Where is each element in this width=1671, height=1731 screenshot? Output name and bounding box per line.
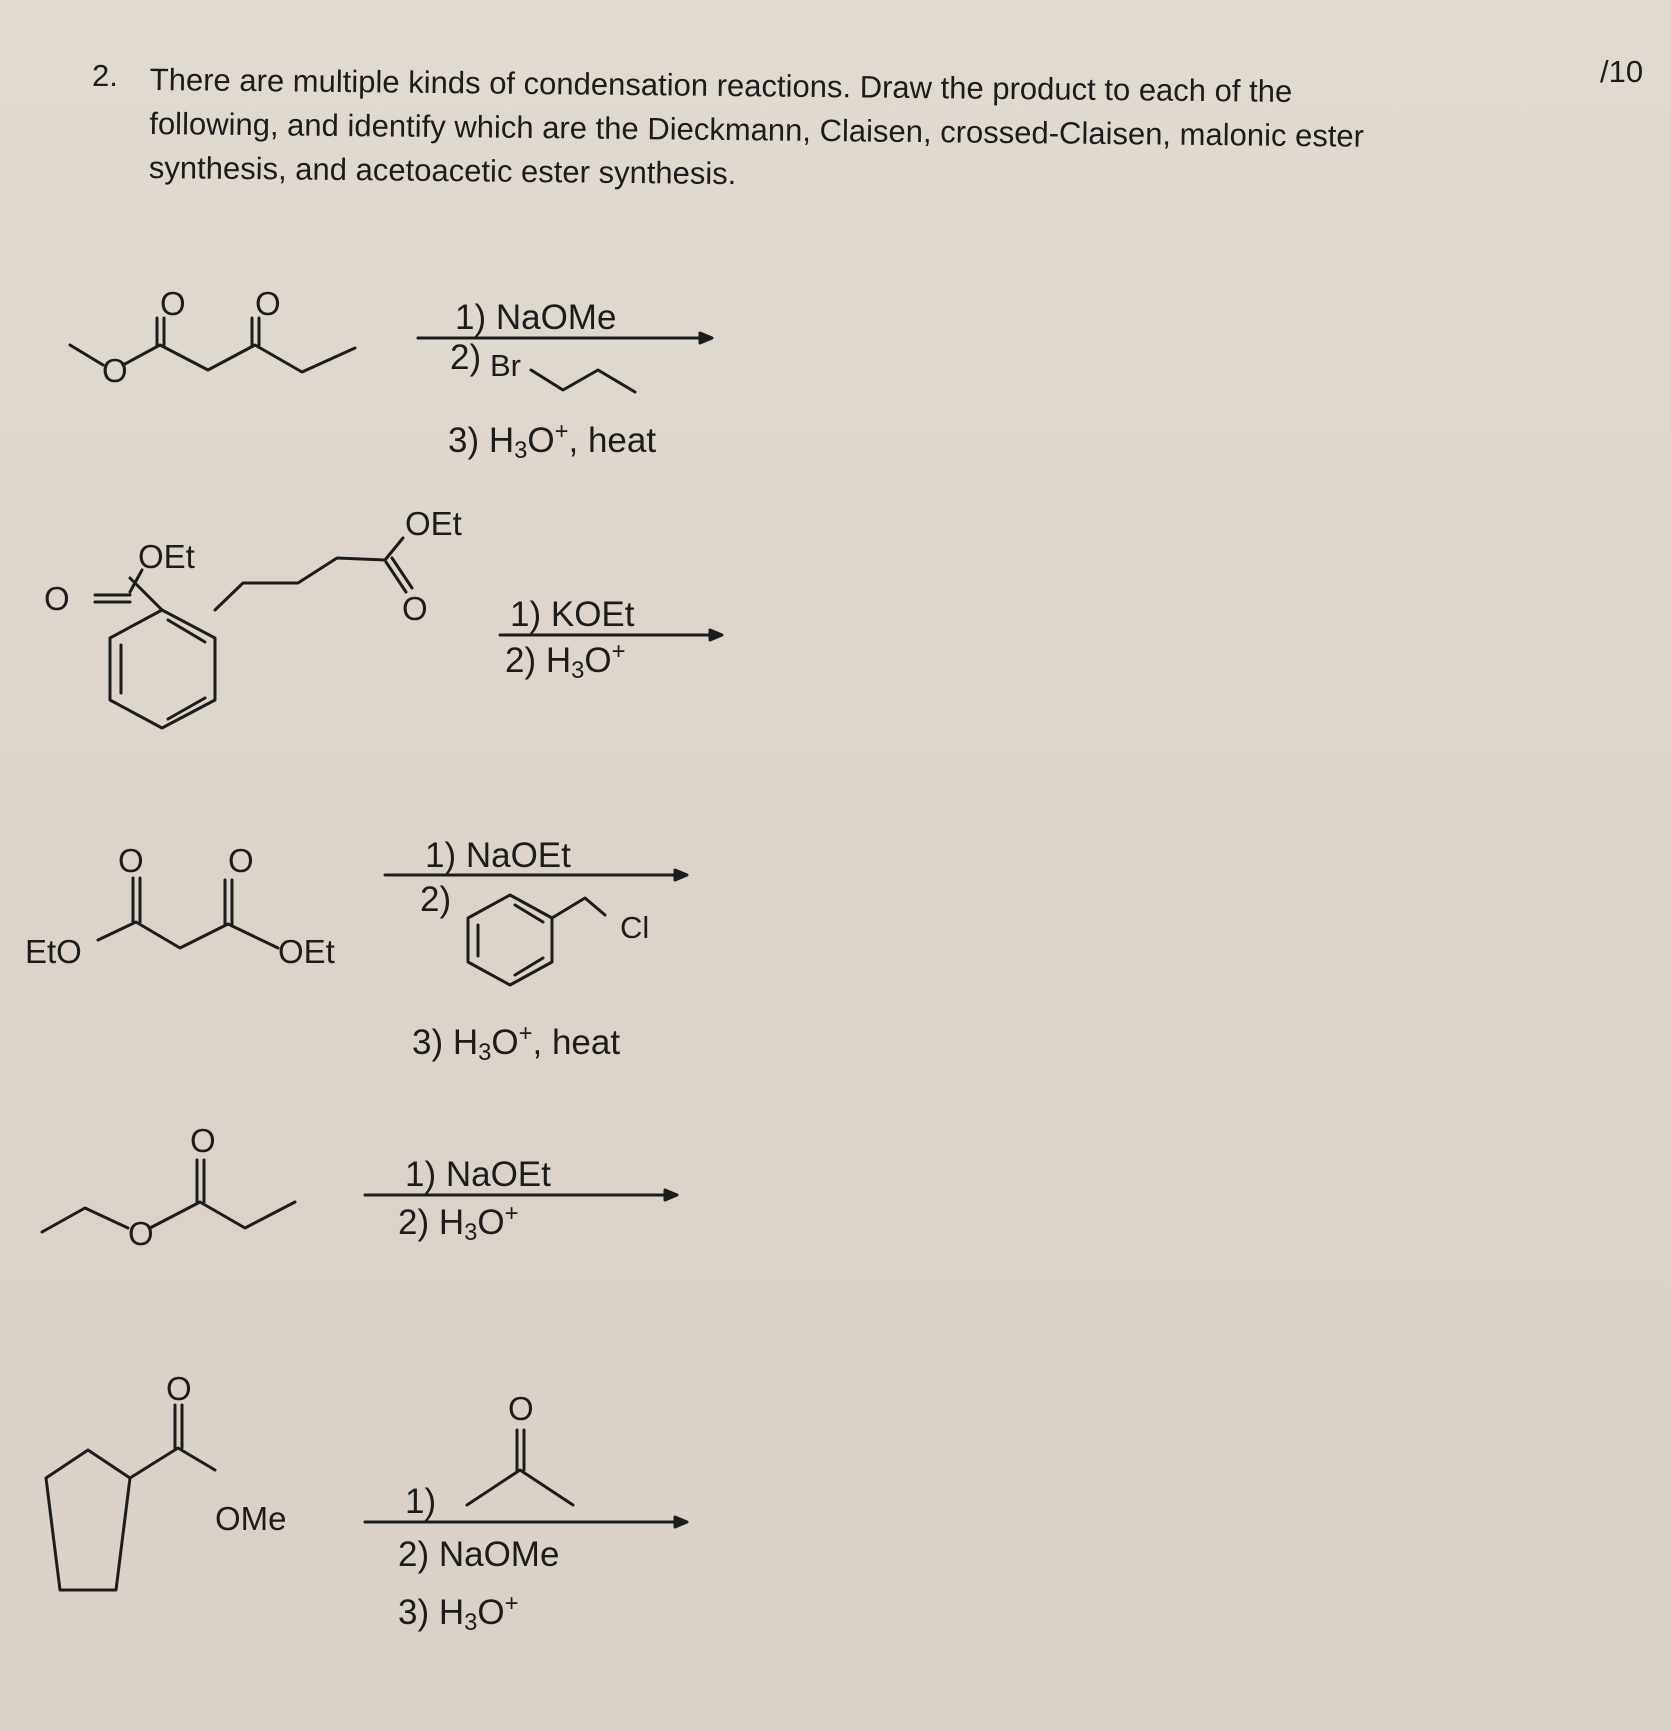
chloride-label: Cl bbox=[620, 910, 650, 945]
reaction-4-substrate bbox=[42, 1160, 295, 1232]
carbonyl-oxygen-label: O bbox=[402, 590, 428, 627]
prompt-line: There are multiple kinds of condensation reactions. Draw the product to each of the bbox=[149, 61, 1293, 109]
reagent-step-3: 3) $H_3O^+$ bbox=[398, 1590, 519, 1637]
ester-oxygen-label: O bbox=[128, 1215, 154, 1252]
carbonyl-oxygen-label: O bbox=[190, 1122, 216, 1159]
reagent-step-1: 1) NaOEt bbox=[405, 1155, 551, 1194]
bromide-label: Br bbox=[490, 348, 521, 383]
prompt-line: synthesis, and acetoacetic ester synthesis. bbox=[148, 149, 737, 192]
reagent-step-1: 1) NaOEt bbox=[425, 836, 571, 875]
reagent-step-3: 3) $H_3O^+$, heat bbox=[412, 1020, 621, 1067]
ketone-oxygen-label: O bbox=[44, 580, 70, 617]
reagent-step-3: 3) $H_3O^+$, heat bbox=[448, 418, 657, 465]
carbonyl-oxygen-label: O bbox=[255, 285, 281, 322]
prompt-line: following, and identify which are the Dieckmann, Claisen, crossed-Claisen, malonic ester bbox=[149, 105, 1365, 154]
ethoxy-label: EtO bbox=[25, 933, 82, 970]
reagent-step-1: 1) KOEt bbox=[510, 595, 635, 634]
reaction-3-substrate bbox=[98, 878, 278, 948]
methoxy-label: OMe bbox=[215, 1500, 287, 1537]
carbonyl-oxygen-label: O bbox=[228, 842, 254, 879]
reagent-step-1: 1) NaOMe bbox=[455, 298, 617, 337]
reaction-5-substrate bbox=[46, 1405, 215, 1590]
carbonyl-oxygen-label: O bbox=[166, 1370, 192, 1407]
reagent-step-2: 2) NaOMe bbox=[398, 1535, 560, 1574]
acetone-oxygen-label: O bbox=[508, 1390, 534, 1427]
question-number: 2. bbox=[92, 58, 118, 93]
reagent-step-2: 2) $H_3O^+$ bbox=[505, 638, 626, 685]
carbonyl-oxygen-label: O bbox=[118, 842, 144, 879]
ethoxy-label: OEt bbox=[405, 505, 462, 542]
reagent-step-2: 2) $H_3O^+$ bbox=[398, 1200, 519, 1247]
ethoxy-label: OEt bbox=[278, 933, 335, 970]
question-score: /10 bbox=[1600, 54, 1644, 89]
reagent-step-1: 1) bbox=[405, 1482, 437, 1521]
reagent-step-2: 2) bbox=[450, 338, 482, 377]
carbonyl-oxygen-label: O bbox=[160, 285, 186, 322]
ester-oxygen-label: O bbox=[102, 352, 128, 389]
reagent-step-2: 2) bbox=[420, 880, 452, 919]
ethoxy-label: OEt bbox=[138, 538, 195, 575]
